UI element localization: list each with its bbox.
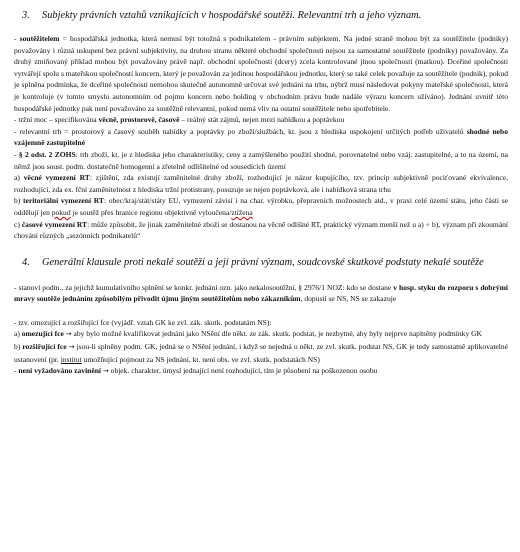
section-3-number: 3. xyxy=(22,10,30,21)
term-soutezitel: soutěžitelem xyxy=(19,34,60,43)
paragraph-text: : obec/kraj/stát/státy EU, vymezení závisí i na char. výrobku, přepravních možnostech atd., v praxi celé území státu, jeho části se oddělují jen xyxy=(14,196,508,217)
paragraph-text: : může způsobit, že jinak zaměnitelné zboží se dostanou na věcně odlišné RT, praktický význam menší než u a) + b), význam při zkoumání chování různých „sezónních podnikatelů“ xyxy=(14,219,509,241)
paragraph-text: : zjištění, zda existují zaměnitelné druhy zboží, rozhodující je názor kupujícího, tzv. princip subjektivně pociťované ekvivalence, rozhodující, zda ex. fční zaměnitelnost z hlediska tržní protistrany, posuzuje se nejen poptávková, ale i nabídková strana trhu xyxy=(14,173,508,194)
dash: - xyxy=(14,366,19,376)
paragraph-text: - tzv. omezující a rozšiřující fce (vyjádř. vztah GK ke zvl. zák. skutk. podstatám NS): xyxy=(14,317,272,327)
paragraph-relevantni-trh xyxy=(14,126,508,149)
paragraph-text: - relevantní trh = prostorový a časový souběh nabídky a poptávky po zboží/službách, kt. jsou z hlediska uspokojení určitých potřeb uživatelů xyxy=(14,126,467,136)
paragraph-teritorialni-vymezeni xyxy=(14,195,508,218)
section-3-heading xyxy=(14,9,508,23)
section-4-title: Generální klausule proti nekalé soutěži a její právní význam, soudcovské skutkové podstaty nekalé soutěže xyxy=(42,256,484,268)
paragraph-omezujici-fce xyxy=(14,328,508,341)
paragraph-text: : trh zboží, kt. je z hlediska jeho charakteristiky, ceny a zamýšleného použití shodné, porovnatelné nebo vzáj. zastupitelné, a to na území, na němž jsou soust. podm. dostatečně homogenní a zřetelně odlišitelné od sousedících území xyxy=(14,149,508,171)
section-3-title: Subjekty právních vztahů vznikajících v hospodářské soutěži. Relevantní trh a jeho význam. xyxy=(42,10,422,21)
arrow-right-icon: → xyxy=(102,367,109,376)
list-marker: a) xyxy=(14,173,24,183)
paragraph-text: - stanoví podm., za jejichž kumulativního splnění se konkr. jednání ozn. jako nekalosoutěžní, § 2976/1 NOZ: kdo se dostane xyxy=(14,282,394,292)
dash: - xyxy=(14,34,20,43)
paragraph-rozsirujici-fce xyxy=(14,341,508,365)
paragraph-text: - tržní moc – specifikována xyxy=(14,115,99,125)
bold-text: není vyžadováno zavinění xyxy=(18,366,102,376)
list-marker: b) xyxy=(14,342,23,352)
paragraph-text: je soutěž přes hranice regionu objektivně vyloučena/ xyxy=(70,207,232,217)
bold-text: věcně, prostorově, časově xyxy=(98,115,180,125)
arrow-right-icon: → xyxy=(68,343,75,352)
bold-text: věcné vymezení RT xyxy=(23,173,90,183)
bold-text: omezující fce xyxy=(21,329,64,339)
spellcheck-word: pokud xyxy=(51,207,71,217)
paragraph-zavineni xyxy=(14,365,508,378)
paragraph-soutezitel xyxy=(14,33,508,114)
paragraph-casove-vymezeni xyxy=(14,219,508,242)
paragraph-zohs xyxy=(14,149,508,172)
list-marker: b) xyxy=(14,196,23,206)
paragraph-funkce xyxy=(14,317,508,329)
paragraph-text: objek. charakter, úmysl jednající není rozhodující, tím je působení na poškozenou osobu xyxy=(108,366,378,376)
section-4-number: 4. xyxy=(22,256,30,268)
bold-text: rozšiřující fce xyxy=(22,342,67,352)
bold-text: § 2 odst. 2 ZOHS xyxy=(18,149,76,159)
list-marker: a) xyxy=(14,329,22,339)
paragraph-stanovi-podm xyxy=(14,282,508,305)
spellcheck-word: ztížena xyxy=(231,207,253,217)
list-marker: c) xyxy=(14,219,22,229)
paragraph-text: = hospodářská jednotka, která nemusí být totožná s podnikatelem - právním subjektem. Na jedné straně mohou být za soutěžitele (podniky) považovány i různá uskupení bez právní subjektivity, na druhou stranu některé obchodní společnosti nejsou za samostatné soutěžitele (podniky) považovány. Za druhý zmiňovaný příklad mohou být považovány právě např. obchodní společnosti (dcery) zcela kontrolované jinou společností (matkou). Dceřiné společnosti vytvářejí spolu s mateřskou společností koncern, který je považován za jedinou hospodářskou jednotku, který se také celek považuje za soutěžitele (podnik), pokud je splněna podmínka, že dceřiné společnosti nemohou skutečně autonomně určovat své jednání na trhu, nýbrž musí následovat pokyny mateřské společnosti, která je kontroluje (v tomto smyslu autonomním od pojmu koncern nebo holding v obchodním právu bude nadále výrazu koncern užíváno). Jednání uvnitř této hospodářské jednotky pak není považováno za soutěžně relevantní, pokud nemá vliv na ostatní soutěžitele nebo spotřebitele. xyxy=(14,34,508,113)
underlined-word: institut xyxy=(60,354,82,364)
paragraph-text: aby bylo možné kvalifikovat jednání jako NSění dle někt. ze zák. skutk. podstat, je nezbytné, aby byly nejprve naplněny podmínky GK xyxy=(71,329,483,339)
paragraph-text: – reálný stát zájmů, nejen mezi nabídkou a poptávkou xyxy=(179,115,345,125)
dash: - xyxy=(14,149,19,159)
arrow-right-icon: → xyxy=(65,330,72,339)
paragraph-text: umožňující pojmout za NS jednání, kt. není obs. ve zvl. skutk. podstatách NS) xyxy=(81,354,320,364)
section-4-heading xyxy=(14,256,508,270)
bold-text: v hosp. styku do rozporu s dobrými mravy soutěže jednáním způsobilým přivodit újmu jiným soutěžitelům nebo zákazníkům xyxy=(14,282,508,304)
paragraph-trzni-moc xyxy=(14,114,508,126)
paragraph-text: jsou-li splněny podm. GK, jedná se o NSění jednání, i když se nejedná o někt. ze zvl. skutk. podstat NS, GK je tedy samostatně aplikovatelné ustanovení (pr. xyxy=(14,342,508,364)
paragraph-vecne-vymezeni xyxy=(14,172,508,195)
bold-text: shodné nebo vzájemně zastupitelné xyxy=(14,126,508,148)
spacer xyxy=(14,305,508,317)
bold-text: časové vymezení RT xyxy=(21,219,88,229)
paragraph-text: , dopustí se NS, NS se zakazuje xyxy=(300,294,397,304)
bold-text: teritoriální vymezení RT xyxy=(22,196,104,206)
